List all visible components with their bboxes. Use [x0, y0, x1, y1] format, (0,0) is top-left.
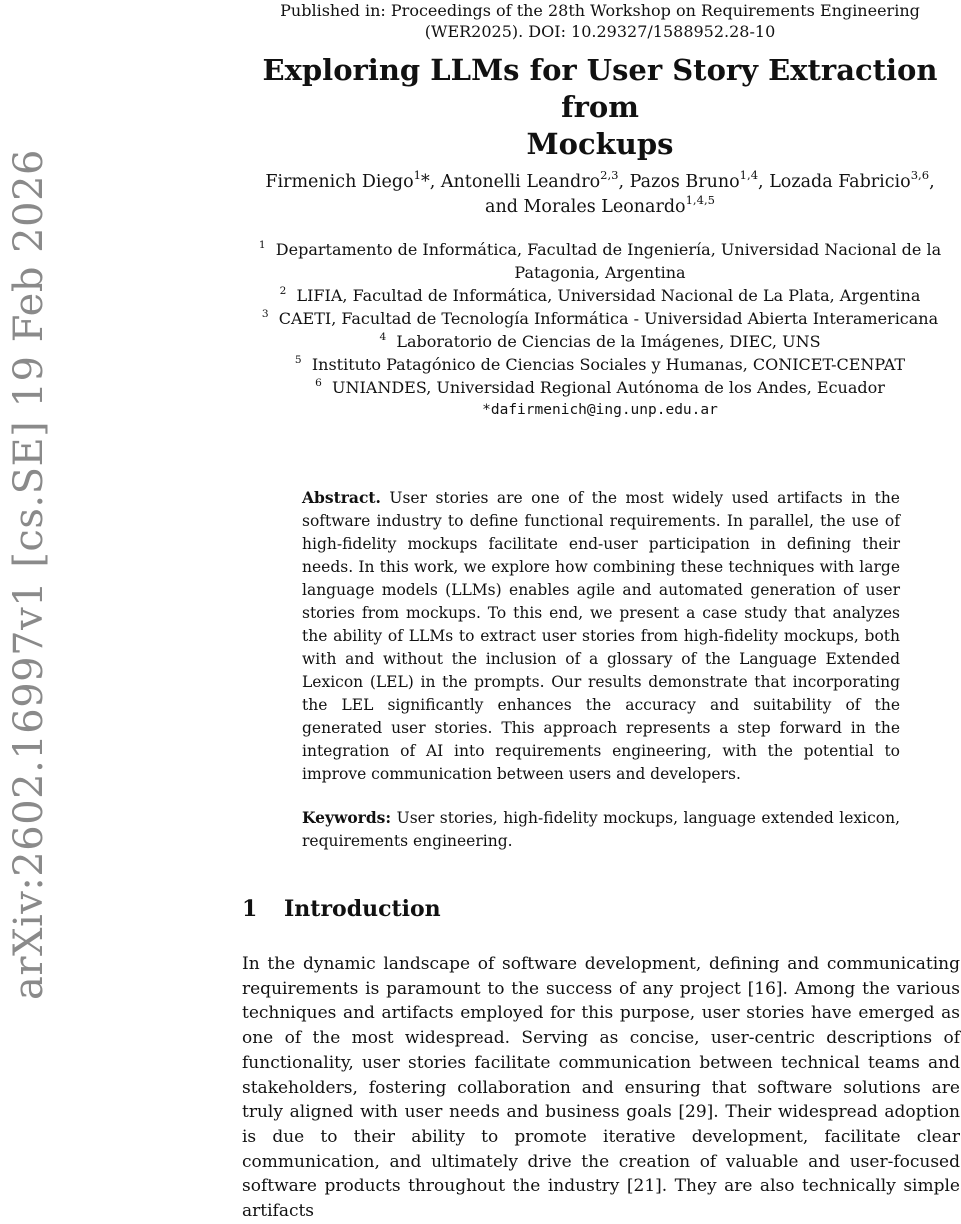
affiliation-item: [240, 330, 960, 353]
author-affiliation-sup: 3,6: [910, 168, 930, 183]
intro-paragraph: In the dynamic landscape of software development, defining and communicating requirements is paramount to the success of any project [16]. Among the various techniques and artifacts employed for this purpose, user stories have emerged as one of the most widespread. Serving as concise, user-centric descriptions of functionality, user stories facilitate communication between technical teams and stakeholders, fostering collaboration and ensuring that software solutions are truly aligned with user needs and business goals [29]. Their widespread adoption is due to their ability to promote iterative development, facilitate clear communication, and ultimately drive the creation of valuable and user-focused software products throughout the industry [21]. They are also technically simple artifacts: [242, 954, 960, 1222]
affiliation-text: CAETI, Facultad de Tecnología Informática - Universidad Abierta Interamericana: [278, 309, 939, 328]
arxiv-id-text: arXiv:2602.16997v1 [cs.SE] 19 Feb 2026: [6, 149, 52, 1000]
affiliation-item: [240, 307, 960, 330]
affiliation-text: Laboratorio de Ciencias de la Imágenes, DIEC, UNS: [396, 332, 821, 351]
affiliation-text: Instituto Patagónico de Ciencias Sociales y Humanas, CONICET-CENPAT: [311, 355, 906, 374]
author-name: Firmenich Diego: [265, 172, 414, 192]
affiliation-item: [240, 376, 960, 399]
affiliation-text: UNIANDES, Universidad Regional Autónoma de los Andes, Ecuador: [331, 378, 885, 397]
affiliation-number: 4: [379, 330, 387, 343]
affiliation-number: 2: [279, 284, 287, 297]
author-affiliation-sup: 1,4,5: [685, 193, 715, 208]
keywords-label: Keywords:: [302, 808, 392, 827]
affiliation-item-continued: Patagonia, Argentina: [514, 263, 686, 282]
title-line-1: Exploring LLMs for User Story Extraction from: [262, 53, 938, 124]
author-name: Antonelli Leandro: [440, 172, 601, 192]
affiliation-item: [240, 238, 960, 261]
paper-title: [240, 52, 960, 163]
keywords-text: User stories, high-fidelity mockups, language extended lexicon, requirements engineering.: [302, 809, 901, 850]
author-line-1: Firmenich Diego$^1$*, Antonelli Leandro$^{2,3}$, Pazos Bruno$^{1,4}$, Lozada Fabricio$^{3,6}$,: [265, 168, 935, 192]
affiliation-text: Departamento de Informática, Facultad de Ingeniería, Universidad Nacional de la: [275, 240, 942, 259]
contact-email[interactable]: *dafirmenich@ing.unp.edu.ar: [482, 402, 718, 418]
author-name: and Morales Leonardo: [485, 197, 686, 217]
author-line-2: [240, 195, 960, 220]
publication-line-2: (WER2025). DOI: 10.29327/1588952.28-10: [424, 22, 776, 41]
author-affiliation-sup: 1,4: [739, 168, 759, 183]
affiliation-number: 3: [261, 307, 269, 320]
author-affiliation-sup: 1: [413, 168, 421, 183]
corresponding-author-mark: *: [420, 172, 430, 192]
affiliation-number: 1: [258, 238, 266, 251]
affiliation-list: [240, 238, 960, 422]
author-affiliation-sup: 2,3: [600, 168, 619, 183]
publication-line-1: Published in: Proceedings of the 28th Workshop on Requirements Engineering: [280, 1, 920, 20]
abstract-text: User stories are one of the most widely used artifacts in the software industry to define functional requirements. In parallel, the use of high-fidelity mockups facilitate end-user participation in defining their needs. In this work, we explore how combining these techniques with large language models (LLMs) enables agile and automated generation of user stories from mockups. To this end, we present a case study that analyzes the ability of LLMs to extract user stories from high-fidelity mockups, both with and without the inclusion of a glossary of the Language Extended Lexicon (LEL) in the prompts. Our results demonstrate that incorporating the LEL significantly enhances the accuracy and suitability of the generated user stories. This approach represents a step forward in the integration of AI into requirements engineering, with the potential to improve communication between users and developers.: [302, 489, 900, 783]
author-name: Pazos Bruno: [629, 172, 740, 192]
publication-note: [240, 0, 960, 42]
section-title: Introduction: [284, 896, 441, 922]
affiliation-item: [240, 353, 960, 376]
affiliation-text: LIFIA, Facultad de Informática, Universidad Nacional de La Plata, Argentina: [296, 286, 921, 305]
abstract-label: Abstract.: [302, 488, 381, 507]
keywords-block: [302, 806, 900, 853]
affiliation-number: 5: [294, 353, 302, 366]
section-heading: [242, 896, 441, 922]
title-line-2: Mockups: [526, 127, 674, 161]
affiliation-number: 6: [315, 376, 322, 389]
author-name: Lozada Fabricio: [769, 172, 911, 192]
section-number: 1: [242, 896, 258, 922]
author-list: [240, 170, 960, 220]
affiliation-item: [240, 284, 960, 307]
arxiv-identifier-stamp: [0, 0, 58, 1200]
abstract-block: [302, 486, 900, 786]
